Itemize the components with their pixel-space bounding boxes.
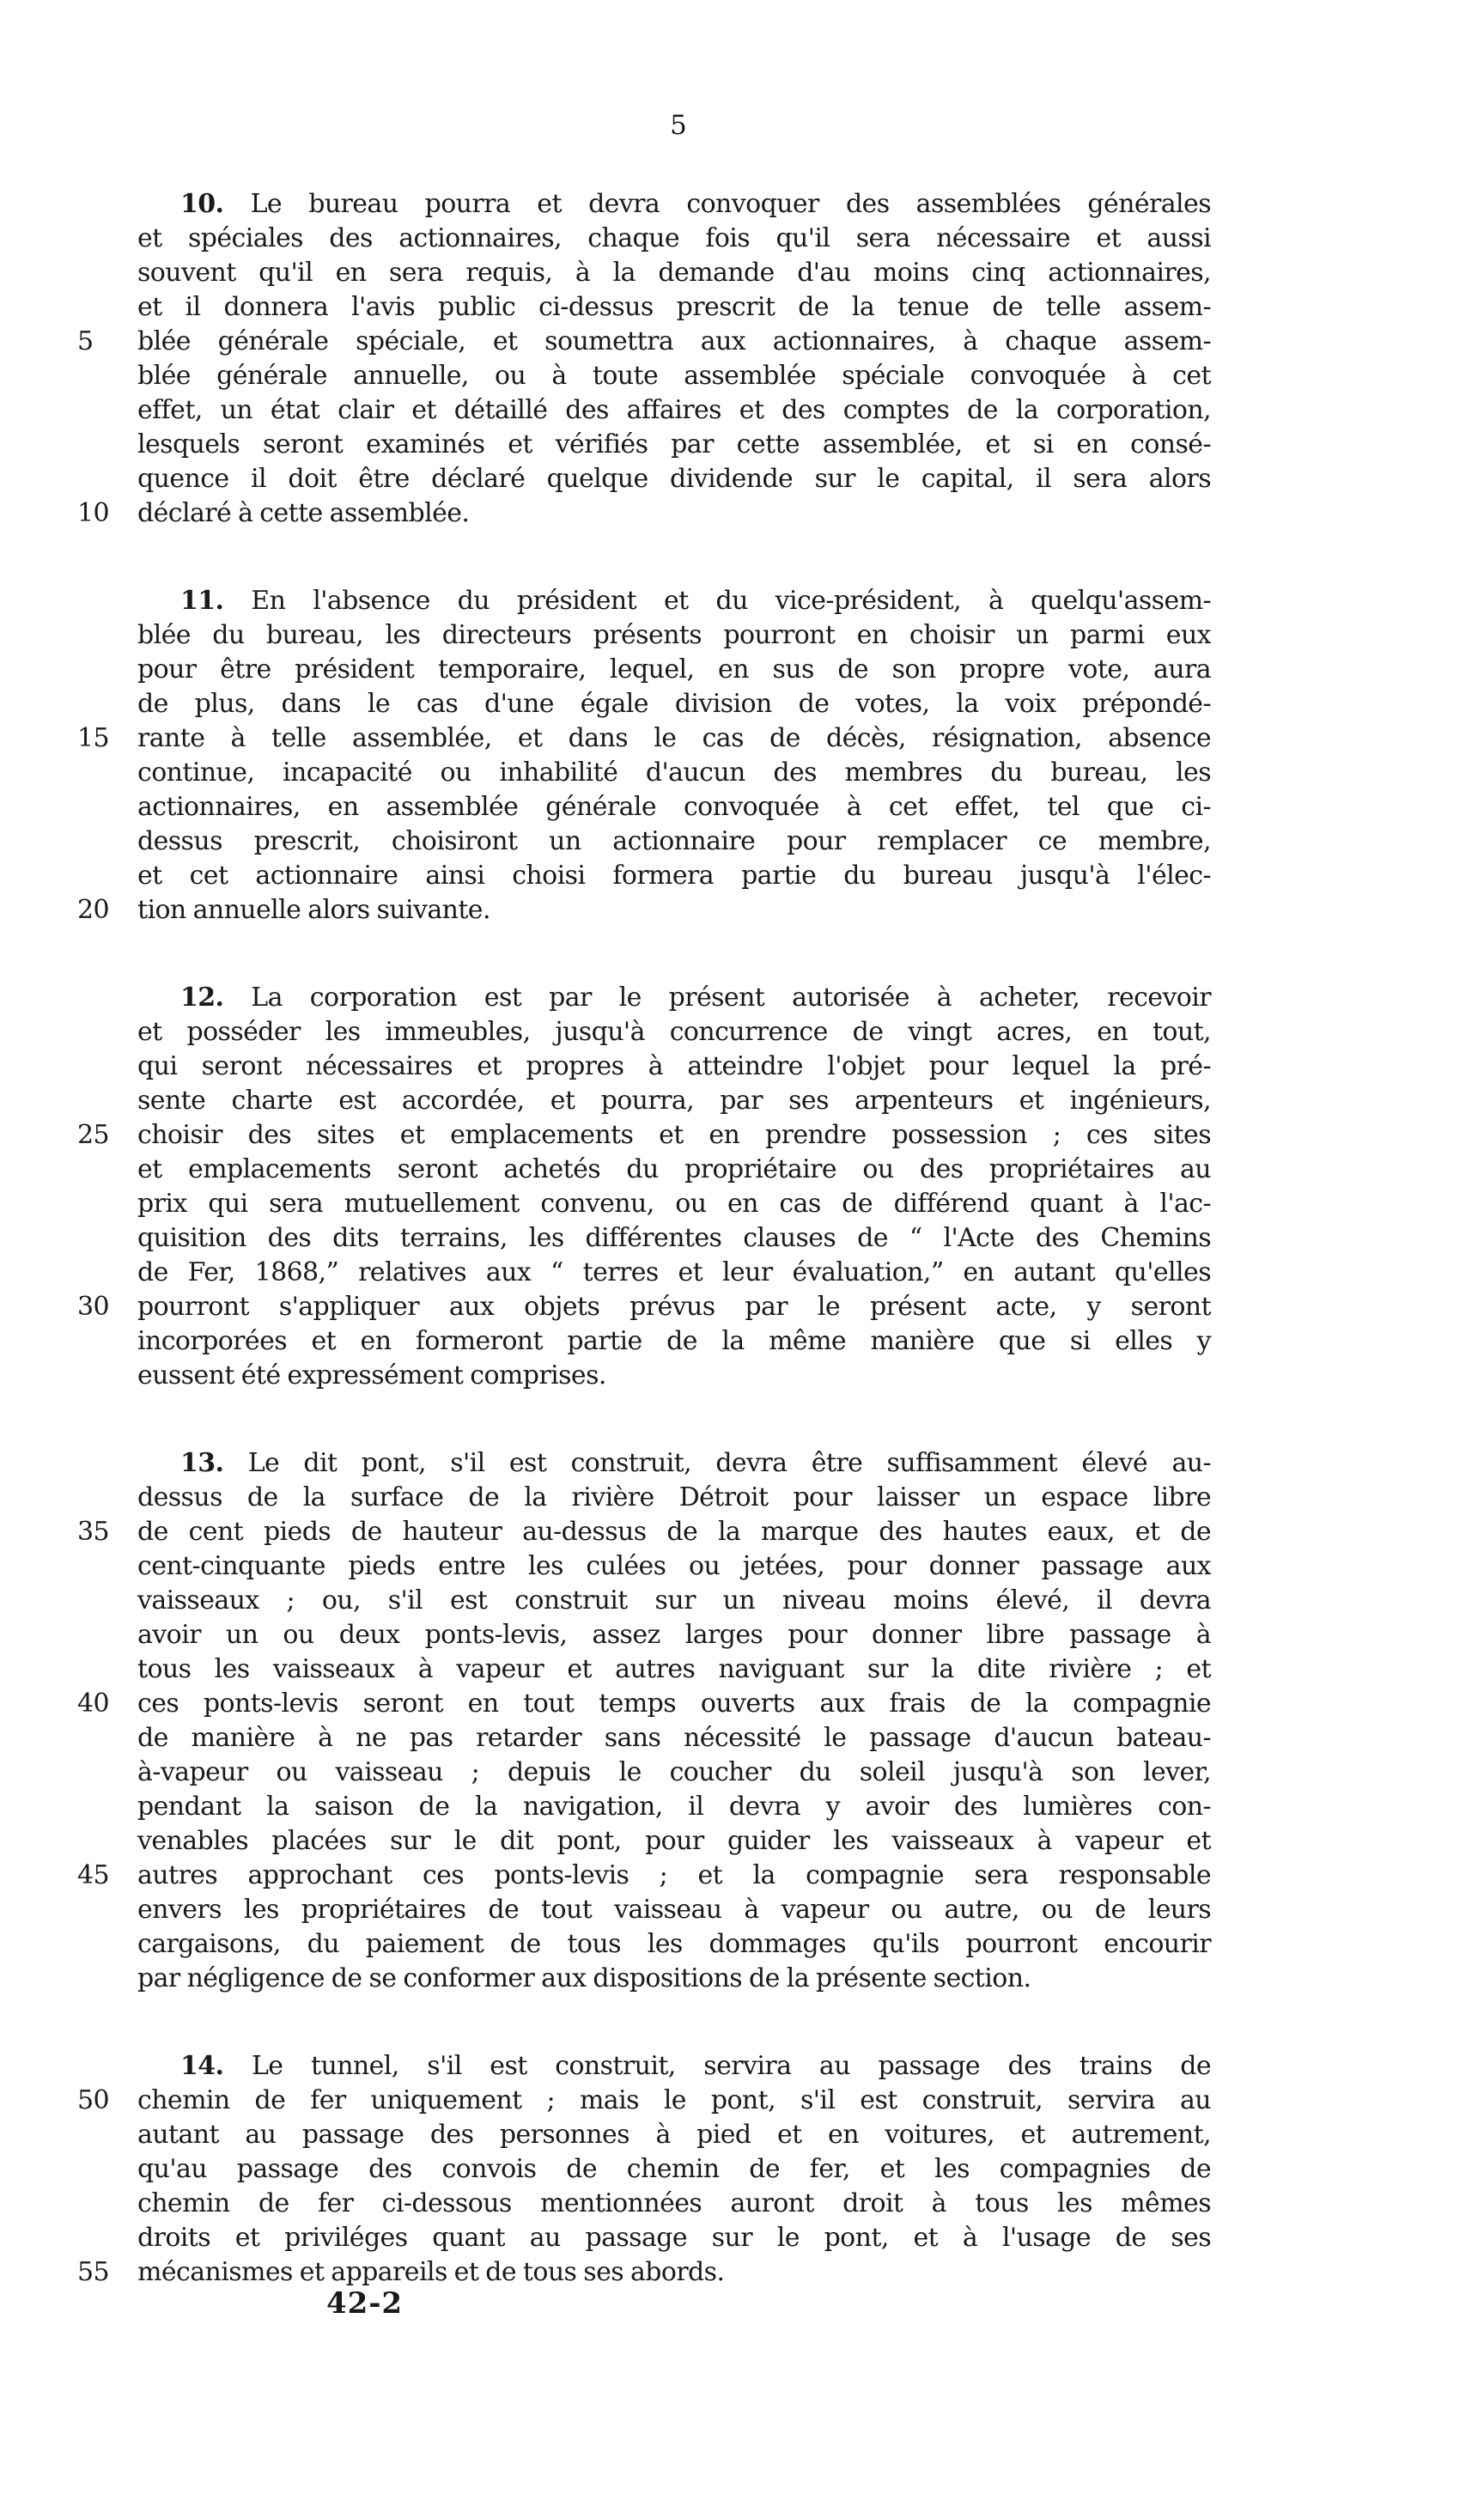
text-line <box>137 1187 1211 1221</box>
line-text: souvent qu'il en sera requis, à la demande d'au moins cinq actionnaires, <box>137 258 1211 288</box>
text-line <box>137 428 1211 462</box>
text-line <box>137 2049 1211 2084</box>
text-line <box>137 359 1211 393</box>
line-text: effet, un état clair et détaillé des affaires et des comptes de la corporation, <box>137 395 1211 425</box>
text-line <box>137 1549 1211 1584</box>
line-text: déclaré à cette assemblée. <box>137 498 470 528</box>
text-line <box>77 721 1211 756</box>
line-text: blée générale annuelle, ou à toute assemblée spéciale convoquée à cet <box>137 361 1211 391</box>
text-line <box>77 1859 1211 1893</box>
line-text: et emplacements seront achetés du propriétaire ou des propriétaires au <box>137 1154 1211 1184</box>
line-text: pendant la saison de la navigation, il devra y avoir des lumières con- <box>137 1792 1211 1822</box>
text-line <box>77 1118 1211 1153</box>
text-line <box>137 462 1211 496</box>
line-text: par négligence de se conformer aux dispositions de la présente section. <box>137 1963 1031 1993</box>
section-number: 11. <box>180 586 224 616</box>
text-line <box>137 790 1211 825</box>
line-text: qu'au passage des convois de chemin de fer, et les compagnies de <box>137 2154 1211 2184</box>
section-first-line <box>137 1446 1211 1481</box>
text-line <box>137 1015 1211 1050</box>
text-line <box>137 687 1211 721</box>
text-line <box>77 2255 1211 2290</box>
text-line <box>137 1584 1211 1618</box>
text-line <box>137 1050 1211 1084</box>
line-text: et spéciales des actionnaires, chaque fois qu'il sera nécessaire et aussi <box>137 223 1211 253</box>
line-text: La corporation est par le présent autorisée à acheter, recevoir <box>251 983 1212 1013</box>
section-first-line <box>137 187 1211 222</box>
text-line <box>137 290 1211 325</box>
line-text: cargaisons, du paiement de tous les dommages qu'ils pourront encourir <box>137 1929 1211 1959</box>
text-line <box>137 859 1211 893</box>
text-line <box>137 981 1211 1015</box>
line-text: tion annuelle alors suivante. <box>137 895 490 925</box>
text-line <box>77 893 1211 928</box>
line-text: avoir un ou deux ponts-levis, assez larges pour donner libre passage à <box>137 1620 1211 1650</box>
text-line <box>137 1618 1211 1652</box>
line-text: de cent pieds de hauteur au-dessus de la marque des hautes eaux, et de <box>137 1517 1211 1547</box>
line-text: eussent été expressément comprises. <box>137 1360 606 1390</box>
line-text: ces ponts-levis seront en tout temps ouverts aux frais de la compagnie <box>137 1689 1211 1719</box>
line-text: autres approchant ces ponts-levis ; et la compagnie sera responsable <box>137 1860 1211 1890</box>
line-text: chemin de fer ci-dessous mentionnées auront droit à tous les mêmes <box>137 2188 1211 2218</box>
line-number: 55 <box>77 2257 109 2287</box>
line-text: Le dit pont, s'il est construit, devra être suffisamment élevé au- <box>247 1448 1212 1478</box>
text-line <box>137 187 1211 222</box>
text-line <box>137 1893 1211 1927</box>
text-line <box>137 2221 1211 2255</box>
line-text: rante à telle assemblée, et dans le cas de décès, résignation, absence <box>137 723 1211 753</box>
line-number: 5 <box>77 326 94 356</box>
line-text: blée générale spéciale, et soumettra aux actionnaires, à chaque assem- <box>137 326 1211 356</box>
line-text: dessus prescrit, choisiront un actionnaire pour remplacer ce membre, <box>137 826 1211 856</box>
line-text: mécanismes et appareils et de tous ses abords. <box>137 2257 725 2287</box>
section-number: 14. <box>180 2051 224 2081</box>
text-line <box>137 1359 1211 1393</box>
line-number: 10 <box>77 498 109 528</box>
line-text: chemin de fer uniquement ; mais le pont, s'il est construit, servira au <box>137 2085 1211 2115</box>
section-13 <box>77 1446 1212 1996</box>
line-text: choisir des sites et emplacements et en prendre possession ; ces sites <box>137 1120 1211 1150</box>
text-line <box>137 256 1211 290</box>
section-10 <box>77 187 1211 531</box>
section-number: 12. <box>180 983 224 1013</box>
text-line <box>137 1221 1211 1256</box>
line-text: et posséder les immeubles, jusqu'à concurrence de vingt acres, en tout, <box>137 1017 1211 1047</box>
text-line <box>137 584 1211 618</box>
signature-mark: 42-2 <box>326 2286 404 2321</box>
line-text: droits et priviléges quant au passage sur le pont, et à l'usage de ses <box>137 2223 1211 2253</box>
line-text: En l'absence du président et du vice-président, à quelqu'assem- <box>251 586 1211 616</box>
section-number: 13. <box>180 1448 224 1478</box>
line-text: qui seront nécessaires et propres à atteindre l'objet pour lequel la pré- <box>137 1051 1211 1081</box>
line-text: et cet actionnaire ainsi choisi formera partie du bureau jusqu'à l'élec- <box>137 861 1211 891</box>
text-line <box>137 1790 1211 1824</box>
text-line <box>137 1721 1211 1756</box>
line-text: de plus, dans le cas d'une égale division de votes, la voix prépondé- <box>137 689 1211 719</box>
section-first-line <box>137 584 1211 618</box>
text-line <box>137 1153 1211 1187</box>
text-line <box>77 496 1211 531</box>
line-text: lesquels seront examinés et vérifiés par cette assemblée, et si en consé- <box>137 429 1211 459</box>
line-text: venables placées sur le dit pont, pour guider les vaisseaux à vapeur et <box>137 1826 1211 1856</box>
line-text: quence il doit être déclaré quelque dividende sur le capital, il sera alors <box>137 464 1211 494</box>
section-number: 10. <box>180 189 224 219</box>
line-text: autant au passage des personnes à pied et en voitures, et autrement, <box>137 2120 1211 2150</box>
line-text: sente charte est accordée, et pourra, par ses arpenteurs et ingénieurs, <box>137 1086 1211 1116</box>
line-number: 50 <box>77 2085 109 2115</box>
line-text: continue, incapacité ou inhabilité d'aucun des membres du bureau, les <box>137 758 1211 788</box>
line-number: 45 <box>77 1860 109 1890</box>
line-text: dessus de la surface de la rivière Détroit pour laisser un espace libre <box>137 1482 1211 1512</box>
line-text: et il donnera l'avis public ci-dessus prescrit de la tenue de telle assem- <box>137 292 1211 322</box>
line-text: de Fer, 1868,” relatives aux “ terres et leur évaluation,” en autant qu'elles <box>137 1257 1211 1287</box>
page-number: 5 <box>670 110 687 141</box>
line-number: 20 <box>77 895 109 925</box>
text-line <box>137 1962 1211 1996</box>
line-text: Le tunnel, s'il est construit, servira au passage des trains de <box>251 2051 1212 2081</box>
text-line <box>137 825 1211 859</box>
line-number: 15 <box>77 723 109 753</box>
section-12 <box>77 981 1212 1393</box>
text-line <box>137 1324 1211 1359</box>
line-text: cent-cinquante pieds entre les culées ou jetées, pour donner passage aux <box>137 1551 1211 1581</box>
text-line <box>137 653 1211 687</box>
text-line <box>77 1687 1211 1721</box>
text-line <box>137 1927 1211 1962</box>
text-line <box>77 1290 1211 1324</box>
section-14 <box>77 2049 1212 2290</box>
line-text: pourront s'appliquer aux objets prévus par le présent acte, y seront <box>137 1292 1211 1322</box>
text-line <box>137 2118 1211 2152</box>
text-line <box>137 2187 1211 2221</box>
line-number: 30 <box>77 1292 109 1322</box>
text-line <box>137 1256 1211 1290</box>
text-line <box>137 393 1211 428</box>
line-text: vaisseaux ; ou, s'il est construit sur un niveau moins élevé, il devra <box>137 1585 1211 1616</box>
text-line <box>137 1824 1211 1859</box>
line-text: à-vapeur ou vaisseau ; depuis le coucher du soleil jusqu'à son lever, <box>137 1757 1211 1787</box>
text-line <box>77 325 1211 359</box>
text-line <box>137 756 1211 790</box>
text-line <box>137 1084 1211 1118</box>
line-number: 25 <box>77 1120 109 1150</box>
text-line <box>137 618 1211 653</box>
line-text: incorporées et en formeront partie de la même manière que si elles y <box>137 1326 1211 1356</box>
text-line <box>77 1515 1211 1549</box>
line-text: de manière à ne pas retarder sans nécessité le passage d'aucun bateau- <box>137 1723 1211 1753</box>
text-line <box>137 1756 1211 1790</box>
section-first-line <box>137 2049 1211 2084</box>
text-line <box>137 1481 1211 1515</box>
line-number: 40 <box>77 1689 109 1719</box>
line-text: tous les vaisseaux à vapeur et autres naviguant sur la dite rivière ; et <box>137 1654 1211 1684</box>
line-text: Le bureau pourra et devra convoquer des assemblées générales <box>250 189 1211 219</box>
section-11 <box>77 584 1211 928</box>
line-text: blée du bureau, les directeurs présents pourront en choisir un parmi eux <box>137 620 1211 650</box>
text-line <box>137 222 1211 256</box>
line-text: actionnaires, en assemblée générale convoquée à cet effet, tel que ci- <box>137 792 1211 822</box>
line-text: quisition des dits terrains, les différentes clauses de “ l'Acte des Chemins <box>137 1223 1211 1253</box>
text-line <box>137 1446 1211 1481</box>
text-line <box>137 1652 1211 1687</box>
line-text: envers les propriétaires de tout vaisseau à vapeur ou autre, ou de leurs <box>137 1895 1211 1925</box>
line-text: prix qui sera mutuellement convenu, ou en cas de différend quant à l'ac- <box>137 1189 1211 1219</box>
line-number: 35 <box>77 1517 109 1547</box>
text-line <box>137 2152 1211 2187</box>
text-line <box>77 2084 1211 2118</box>
line-text: pour être président temporaire, lequel, en sus de son propre vote, aura <box>137 654 1211 685</box>
section-first-line <box>137 981 1211 1015</box>
